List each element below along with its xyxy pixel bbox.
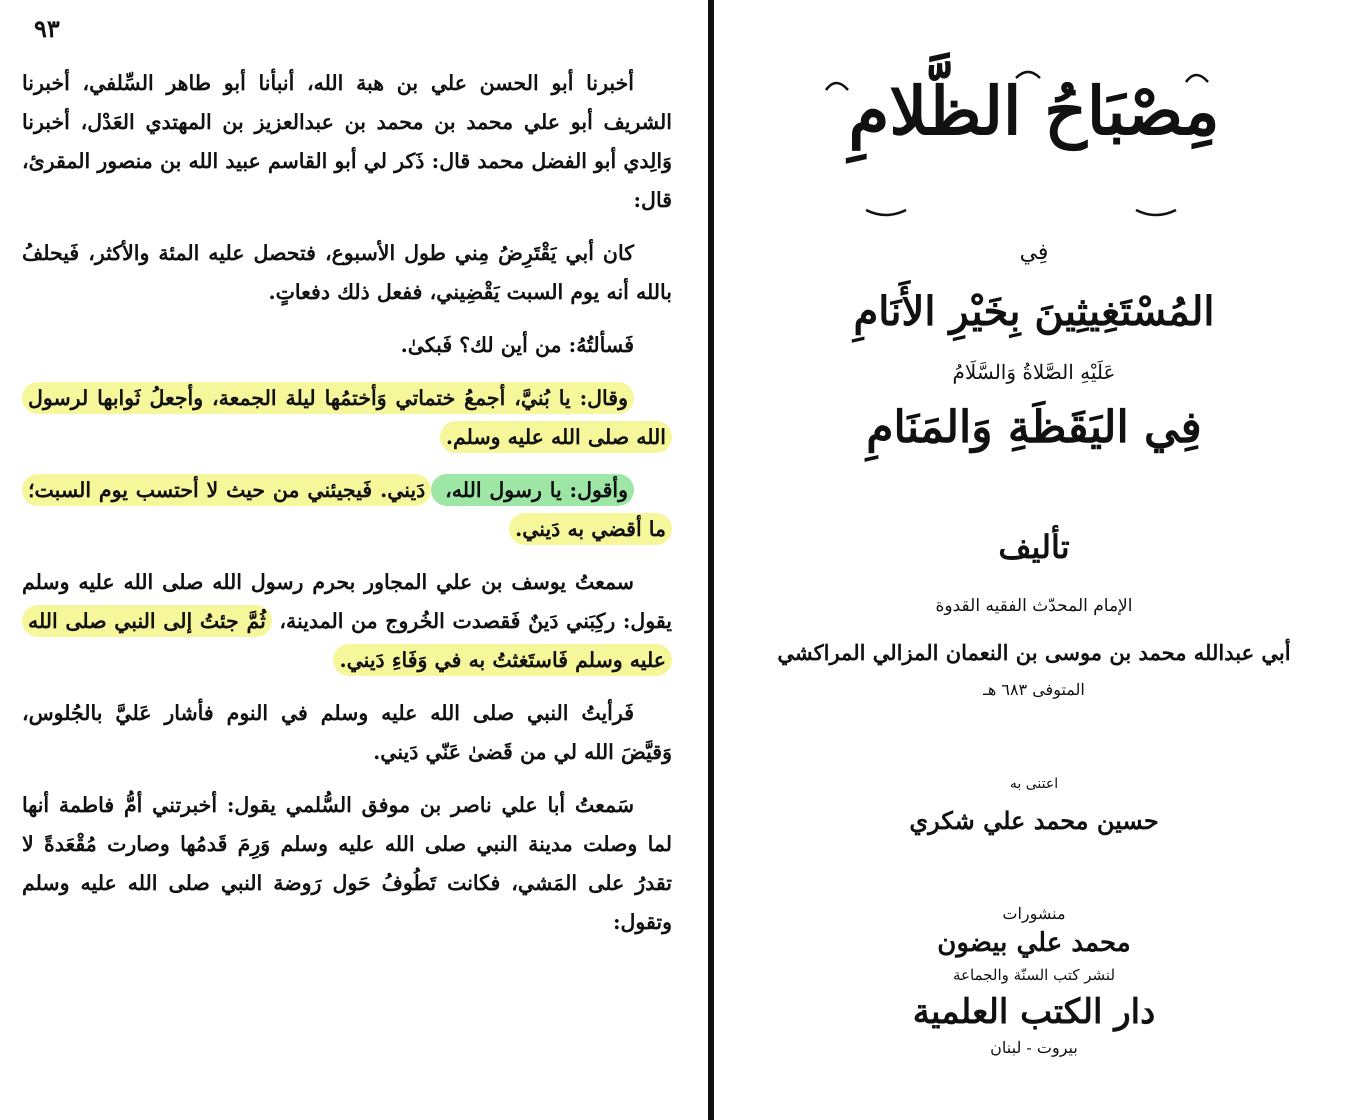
text-segment: أخبرنا أبو الحسن علي بن هبة الله، أنبأنا أبو طاهر السِّلفي، أخبرنا الشريف أبو علي محمد بن محمد بن عبدالعزيز بن المهتدي العَدْل، أخبرنا وَالِدي أبو الفضل محمد قال: ذَكر لي أبو القاسم عبيد الله بن منصور المقرئ، قال: xyxy=(22,71,672,212)
publisher-series: لنشر كتب السنّة والجماعة xyxy=(952,966,1116,984)
highlight-yellow: دَيني. فَيجيئني من حيث لا أحتسب يوم السبت؛ ما أقضي به دَيني. xyxy=(22,474,672,545)
highlight-green: وأقول: يا رسول الله، xyxy=(431,474,634,506)
text-segment: سمعتُ يوسف بن علي المجاور بحرم رسول الله صلى الله عليه وسلم يقول: ركِبَني دَينٌ فَقصدت الخُروج من المدينة، xyxy=(22,570,672,633)
author-description: الإمام المحدّث الفقيه القدوة xyxy=(935,596,1133,616)
book-subtitle: المُسْتَغِيثِينَ بِخَيْرِ الأَنَامِ xyxy=(853,288,1215,335)
text-segment: سَمعتُ أبا علي ناصر بن موفق السُّلمي يقول: أخبرتني أمُّ فاطمة أنها لما وصلت مدينة النبي صلى الله عليه وسلم وَرِمَ قَدمُها وصارت مُقْعَدةً لا تقدرُ على المَشي، فكانت تَطُوفُ حَول رَوضة النبي صلى الله عليه وسلم وتقول: xyxy=(22,793,672,934)
book-subtitle-2: فِي اليَقَظَةِ وَالمَنَامِ xyxy=(866,402,1202,453)
editor-label: اعتنى به xyxy=(1009,776,1059,792)
author-name: أبي عبدالله محمد بن موسى بن النعمان المزالي المراكشي xyxy=(777,640,1291,665)
paragraph xyxy=(22,786,672,942)
salat-line: عَلَيْهِ الصَّلاةُ وَالسَّلَامُ xyxy=(952,360,1116,384)
page-divider xyxy=(708,0,714,1120)
text-segment: فَرأيتُ النبي صلى الله عليه وسلم في النوم فأشار عَليَّ بالجُلوس، وَقيَّضَ الله لي من قَضىٰ عَنّي دَيني. xyxy=(22,701,672,764)
title-fi: فِي xyxy=(1019,240,1049,265)
author-death-date: المتوفى ٦٨٣ هـ xyxy=(983,680,1085,699)
calligraphy-ornament-icon xyxy=(716,60,1352,230)
paragraph xyxy=(22,694,672,772)
paragraph xyxy=(22,326,672,365)
paragraph xyxy=(22,379,672,457)
paragraph xyxy=(22,234,672,312)
page-number: ٩٣ xyxy=(34,14,60,43)
publisher-city: بيروت - لبنان xyxy=(990,1038,1078,1057)
highlight-yellow: ثُمَّ جئتُ إلى النبي صلى الله عليه وسلم فَاستَغثتُ به في وَفَاءِ دَيني. xyxy=(22,605,672,676)
paragraph xyxy=(22,563,672,680)
publishing-house: دار الكتب العلمية xyxy=(912,992,1156,1032)
paragraph xyxy=(22,471,672,549)
book-title: مِصْبَاحُ الظَّلامِ xyxy=(848,72,1220,150)
text-segment: فَسألتُهُ: من أين لك؟ فَبكىٰ. xyxy=(400,333,634,357)
right-page-title xyxy=(716,0,1352,1120)
publisher-label: منشورات xyxy=(1002,904,1066,923)
authorship-label: تأليف xyxy=(998,528,1070,566)
highlight-yellow: وقال: يا بُنيَّ، أجمعُ ختماتي وَأختمُها ليلة الجمعة، وأجعلُ ثَوابها لرسول الله صلى الله عليه وسلم. xyxy=(22,382,672,453)
paragraph xyxy=(22,64,672,220)
text-segment: كان أبي يَقْتَرِضُ مِني طول الأسبوع، فتحصل عليه المئة والأكثر، فَيحلفُ بالله أنه يوم السبت يَقْضِيني، ففعل ذلك دفعاتٍ. xyxy=(22,241,672,304)
body-text xyxy=(22,64,672,942)
publisher-name: محمد علي بيضون xyxy=(937,928,1131,958)
editor-name: حسين محمد علي شكري xyxy=(909,806,1159,835)
